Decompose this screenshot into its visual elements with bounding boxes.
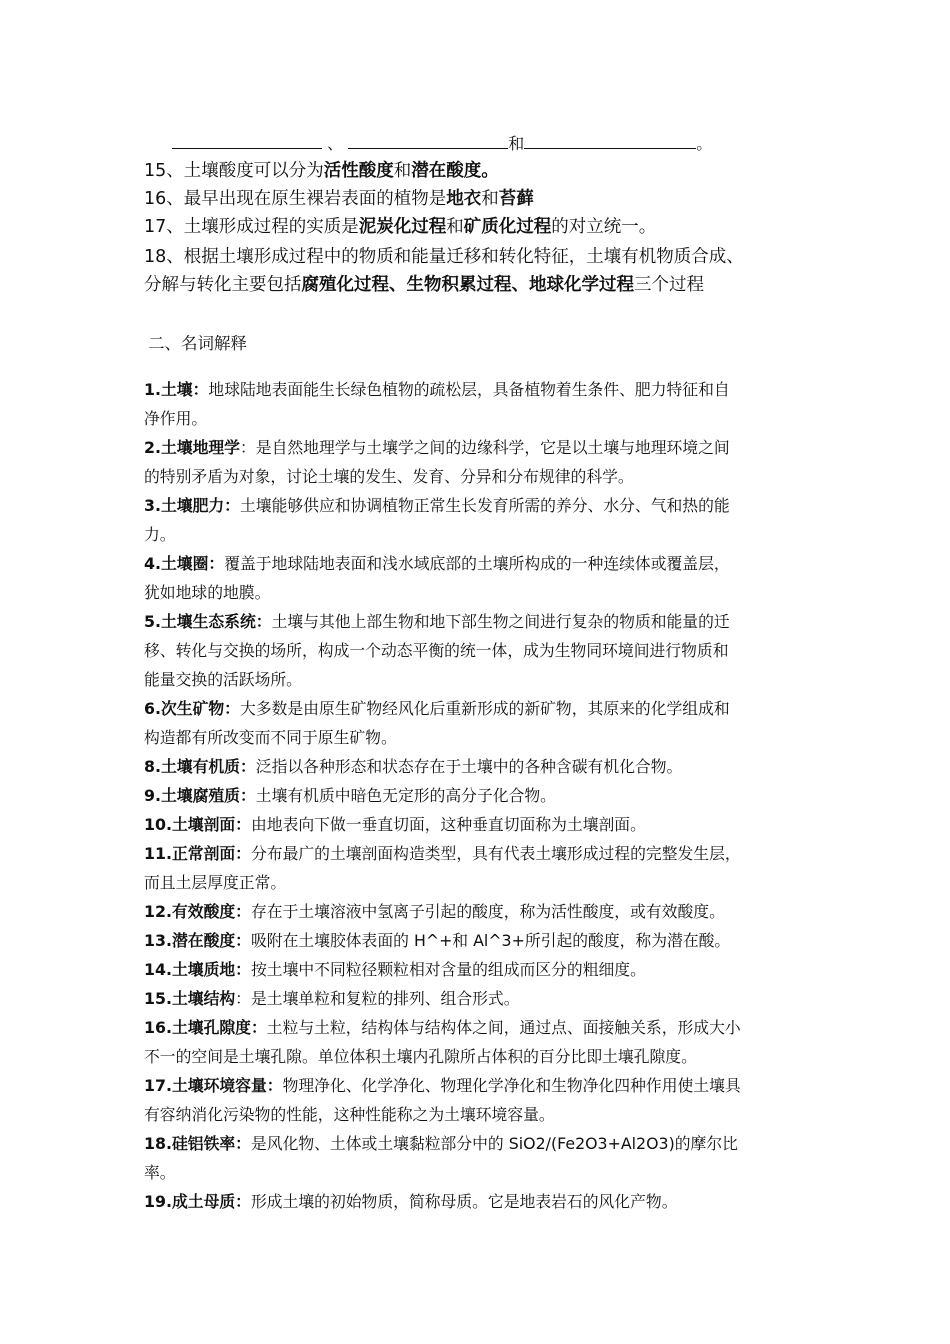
definition-item	[144, 810, 814, 839]
definitions-list	[144, 375, 814, 1216]
definition-text: ：是自然地理学与土壤学之间的边缘科学，它是以土壤与地理环境之间	[239, 438, 730, 457]
definition-term: 14.土壤质地：	[144, 960, 251, 979]
definition-term: 5.土壤生态系统：	[144, 612, 272, 631]
definition-text: 不一的空间是土壤孔隙。单位体积土壤内孔隙所占体积的百分比即土壤孔隙度。	[144, 1047, 697, 1066]
definition-item	[144, 955, 814, 984]
blank-1	[172, 132, 322, 149]
definition-text: 土粒与土粒，结构体与结构体之间，通过点、面接触关系，形成大小	[266, 1018, 741, 1037]
answer-bold: 腐殖化过程、生物积累过程、地球化学过程	[301, 275, 634, 295]
fill-in-blank-line	[172, 132, 712, 155]
definition-text: 力。	[144, 525, 176, 544]
answer-bold: 泥炭化过程	[358, 217, 447, 237]
answer-text: 的对立统一。	[551, 217, 657, 237]
definition-text: 而且土层厚度正常。	[144, 873, 287, 892]
answer-bold: 矿质化过程	[463, 217, 552, 237]
definition-text: 的特别矛盾为对象，讨论土壤的发生、发育、分异和分布规律的科学。	[144, 467, 634, 486]
blank-separator-2: 和	[508, 134, 525, 153]
definition-text: 能量交换的活跃场所。	[144, 670, 302, 689]
definition-text: ：是土壤单粒和复粒的排列、组合形式。	[235, 989, 520, 1008]
definition-text: 分布最广的土壤剖面构造类型，具有代表土壤形成过程的完整发生层，	[250, 844, 741, 863]
blank-end: 。	[696, 134, 713, 153]
answer-text: 分解与转化主要包括	[144, 275, 302, 295]
definition-term: 1.土壤：	[144, 380, 209, 399]
definition-text: 率。	[144, 1163, 176, 1182]
definition-text: 构造都有所改变而不同于原生矿物。	[144, 728, 397, 747]
definition-term: 4.土壤圈：	[144, 554, 225, 573]
answer-bold: 地衣	[446, 189, 482, 209]
definition-term: 12.有效酸度：	[144, 902, 251, 921]
definition-term: 16.土壤孔隙度：	[144, 1018, 267, 1037]
answer-18-line-2	[144, 271, 704, 299]
definition-term: 6.次生矿物：	[144, 699, 240, 718]
definition-text: 移、转化与交换的场所，构成一个动态平衡的统一体，成为生物同环境间进行物质和	[144, 641, 729, 660]
answer-15	[144, 157, 499, 185]
definition-item	[144, 839, 814, 897]
answer-text: 和	[481, 189, 499, 209]
definition-term: 11.正常剖面：	[144, 844, 251, 863]
definition-item	[144, 926, 814, 955]
definition-term: 17.土壤环境容量：	[144, 1076, 283, 1095]
definition-item	[144, 375, 814, 433]
definition-text: 形成土壤的初始物质，简称母质。它是地表岩石的风化产物。	[250, 1192, 678, 1211]
answer-text: 17、土壤形成过程的实质是	[144, 217, 359, 237]
definition-item	[144, 1129, 814, 1187]
definition-item	[144, 1071, 814, 1129]
definition-text: 犹如地球的地膜。	[144, 583, 271, 602]
blank-3	[524, 132, 696, 149]
definition-item	[144, 752, 814, 781]
definition-item	[144, 897, 814, 926]
definition-text: 覆盖于地球陆地表面和浅水域底部的土壤所构成的一种连续体或覆盖层，	[224, 554, 730, 573]
definition-text: 存在于土壤溶液中氢离子引起的酸度，称为活性酸度，或有效酸度。	[250, 902, 725, 921]
definition-item	[144, 984, 814, 1013]
section-heading: 二、名词解释	[148, 334, 247, 353]
answer-bold: 活性酸度	[323, 161, 394, 181]
definition-text: 按土壤中不同粒径颗粒相对含量的组成而区分的粗细度。	[250, 960, 646, 979]
definition-item	[144, 1013, 814, 1071]
definition-text: 地球陆地表面能生长绿色植物的疏松层，具备植物着生条件、肥力特征和自	[208, 380, 730, 399]
answer-text: 和	[393, 161, 412, 181]
definition-item	[144, 1187, 814, 1216]
definition-term: 18.硅铝铁率：	[144, 1134, 251, 1153]
definition-term: 9.土壤腐殖质：	[144, 786, 256, 805]
definition-text: 吸附在土壤胶体表面的 H^+和 Al^3+所引起的酸度，称为潜在酸。	[250, 931, 731, 950]
definition-term: 13.潜在酸度：	[144, 931, 251, 950]
definition-term: 8.土壤有机质：	[144, 757, 256, 776]
definition-item	[144, 781, 814, 810]
definition-text: 净作用。	[144, 409, 208, 428]
definition-text: 有容纳消化污染物的性能，这种性能称之为土壤环境容量。	[144, 1105, 555, 1124]
definition-term: 3.土壤肥力：	[144, 496, 240, 515]
answer-text: 和	[446, 217, 464, 237]
blank-separator-1: 、	[327, 134, 344, 153]
definition-term: 19.成土母质：	[144, 1192, 251, 1211]
definition-text: 土壤与其他上部生物和地下部生物之间进行复杂的物质和能量的迁	[271, 612, 730, 631]
answer-17	[144, 213, 656, 241]
definition-text: 土壤能够供应和协调植物正常生长发育所需的养分、水分、气和热的能	[239, 496, 730, 515]
answer-bold: 苔藓	[498, 189, 534, 209]
definition-term: 10.土壤剖面：	[144, 815, 251, 834]
definition-text: 由地表向下做一垂直切面，这种垂直切面称为土壤剖面。	[250, 815, 646, 834]
definition-text: 是风化物、土体或土壤黏粒部分中的 SiO2/(Fe2O3+Al2O3)的摩尔比	[250, 1134, 738, 1153]
definition-text: 物理净化、化学净化、物理化学净化和生物净化四种作用使土壤具	[282, 1076, 741, 1095]
blank-2	[348, 132, 508, 149]
answer-18-line-1: 18、根据土壤形成过程中的物质和能量迁移和转化特征，土壤有机物质合成、	[144, 247, 744, 267]
definition-term: 15.土壤结构	[144, 989, 236, 1008]
definition-item	[144, 433, 814, 491]
answer-text: 16、最早出现在原生裸岩表面的植物是	[144, 189, 447, 209]
definition-text: 土壤有机质中暗色无定形的高分子化合物。	[255, 786, 556, 805]
definition-item	[144, 607, 814, 694]
answer-bold: 潜在酸度。	[411, 161, 499, 181]
definition-item	[144, 491, 814, 549]
definition-text: 泛指以各种形态和状态存在于土壤中的各种含碳有机化合物。	[255, 757, 683, 776]
definition-term: 2.土壤地理学	[144, 438, 240, 457]
definition-item	[144, 694, 814, 752]
definition-text: 大多数是由原生矿物经风化后重新形成的新矿物，其原来的化学组成和	[239, 699, 730, 718]
answer-16	[144, 185, 534, 213]
definition-item	[144, 549, 814, 607]
answer-text: 三个过程	[634, 275, 704, 295]
answer-text: 15、土壤酸度可以分为	[144, 161, 324, 181]
